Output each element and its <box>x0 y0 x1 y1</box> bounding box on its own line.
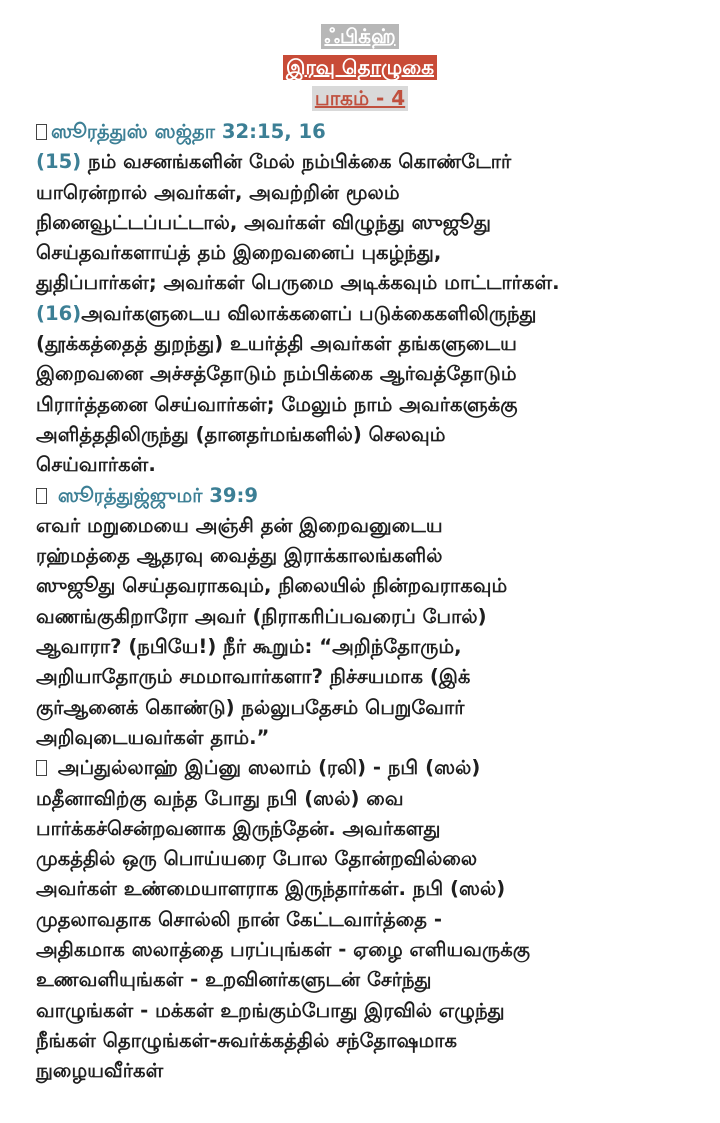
missing-glyph-icon <box>36 124 47 140</box>
verse-16-line: அளித்ததிலிருந்து (தானதர்மங்களில்) செலவும் <box>36 422 446 446</box>
hadith-line: நீங்கள் தொழுங்கள்-சுவர்க்கத்தில் சந்தோஷமாக <box>36 1028 457 1052</box>
category-title: ஃபிக்ஹ் <box>321 24 398 49</box>
hadith-line: அப்துல்லாஹ் இப்னு ஸலாம் (ரலி) - நபி (ஸல்) <box>36 753 706 783</box>
hadith-line: உணவளியுங்கள் - உறவினர்களுடன் சேர்ந்து <box>36 968 432 992</box>
verse-15-line: நினைவூட்டப்பட்டால், அவர்கள் விழுந்து ஸுஜூது <box>36 210 491 234</box>
document-body <box>36 117 706 1087</box>
section-heading-sajda: ஸூரத்துஸ் ஸஜ்தா 32:15, 16 <box>36 117 706 147</box>
verse-15-line: (15) நம் வசனங்களின் மேல் நம்பிக்கை கொண்டோர் <box>36 150 512 174</box>
zumar-line: அறியாதோரும் சமமாவார்களா? நிச்சயமாக (இக் <box>36 665 471 689</box>
verse-15-line: செய்தவர்களாய்த் தம் இறைவனைப் புகழ்ந்து, <box>36 241 442 265</box>
missing-glyph-icon <box>36 760 47 776</box>
topic-title: இரவு தொழுகை <box>283 55 437 80</box>
hadith-line: முதலாவதாக சொல்லி நான் கேட்டவார்த்தை - <box>36 907 443 931</box>
hadith-line: நுழையவீர்கள் <box>36 1059 164 1083</box>
zumar-line: வணங்குகிறாரோ அவர் (நிராகரிப்பவரைப் போல்) <box>36 604 487 628</box>
verse-number: (15) <box>36 150 82 174</box>
hadith-line: முகத்தில் ஒரு பொய்யரை போல தோன்றவில்லை <box>36 847 478 871</box>
title-block <box>0 24 720 111</box>
zumar-line: ரஹ்மத்தை ஆதரவு வைத்து இராக்காலங்களில் <box>36 544 443 568</box>
verse-15-line: யாரென்றால் அவர்கள், அவற்றின் மூலம் <box>36 180 400 204</box>
zumar-line: ஸுஜூது செய்தவராகவும், நிலையில் நின்றவராகவும் <box>36 574 508 598</box>
verse-16-line: (16)அவர்களுடைய விலாக்களைப் படுக்கைகளிலிருந்து <box>36 301 537 325</box>
verse-16-line: (தூக்கத்தைத் துறந்து) உயர்த்தி அவர்கள் தங்களுடைய <box>36 332 517 356</box>
zumar-line: எவர் மறுமையை அஞ்சி தன் இறைவனுடைய <box>36 513 443 537</box>
verse-number: (16) <box>36 301 82 325</box>
verse-15-line: துதிப்பார்கள்; அவர்கள் பெருமை அடிக்கவும் மாட்டார்கள். <box>36 271 560 295</box>
section-heading-zumar: ஸூரத்துஜ்ஜுமர் 39:9 <box>36 481 706 511</box>
zumar-line: அறிவுடையவர்கள் தாம்.” <box>36 725 270 749</box>
hadith-line: வாழுங்கள் - மக்கள் உறங்கும்போது இரவில் எழுந்து <box>36 998 505 1022</box>
hadith-line: பார்க்கச்சென்றவனாக இருந்தேன். அவர்களது <box>36 816 441 840</box>
part-title: பாகம் - 4 <box>312 86 408 111</box>
zumar-line: ஆவாரா? (நபியே!) நீர் கூறும்: “அறிந்தோரும், <box>36 635 462 659</box>
hadith-line: அவர்கள் உண்மையாளராக இருந்தார்கள். நபி (ஸல்) <box>36 877 506 901</box>
verse-16-line: பிரார்த்தனை செய்வார்கள்; மேலும் நாம் அவர்களுக்கு <box>36 392 518 416</box>
hadith-line: அதிகமாக ஸலாத்தை பரப்புங்கள் - ஏழை எளியவருக்கு <box>36 938 531 962</box>
verse-16-line: செய்வார்கள். <box>36 453 156 477</box>
zumar-line: குர்ஆனைக் கொண்டு) நல்லுபதேசம் பெறுவோர் <box>36 695 465 719</box>
missing-glyph-icon <box>36 488 47 504</box>
verse-16-line: இறைவனை அச்சத்தோடும் நம்பிக்கை ஆர்வத்தோடும் <box>36 362 517 386</box>
hadith-line: மதீனாவிற்கு வந்த போது நபி (ஸல்) வை <box>36 786 404 810</box>
